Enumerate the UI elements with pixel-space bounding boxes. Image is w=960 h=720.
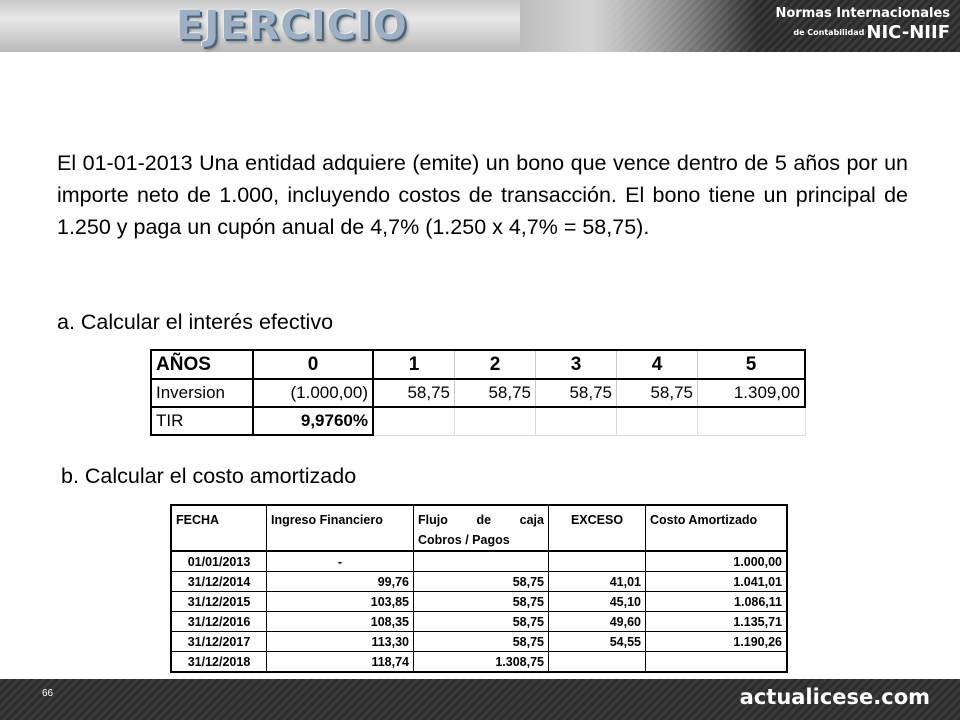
- header-flujo: [414, 505, 549, 551]
- flujo-line2: Cobros / Pagos: [418, 533, 510, 547]
- exceso-cell: [549, 551, 646, 572]
- year-cell: 0: [253, 350, 373, 379]
- question-a: a. Calcular el interés efectivo: [57, 310, 334, 334]
- table-row: [151, 350, 805, 379]
- costo-cell: 1.190,26: [646, 632, 788, 652]
- ingreso-cell: 99,76: [267, 572, 414, 592]
- tir-value: 9,9760%: [253, 407, 373, 435]
- flujo-word: Flujo: [418, 513, 448, 527]
- table-row: [151, 379, 805, 407]
- brand-code: NIC-NIIF: [866, 22, 950, 43]
- exceso-cell: 49,60: [549, 612, 646, 632]
- table-row: [171, 592, 787, 612]
- ingreso-cell: 103,85: [267, 592, 414, 612]
- footer-brand: actualicese.com: [739, 685, 930, 709]
- exceso-cell: 41,01: [549, 572, 646, 592]
- year-cell: 1: [373, 350, 455, 379]
- flujo-cell: [414, 551, 549, 572]
- fecha-cell: 31/12/2015: [171, 592, 267, 612]
- brand-line1: Normas Internacionales: [775, 6, 950, 21]
- fecha-cell: 31/12/2016: [171, 612, 267, 632]
- exceso-cell: 54,55: [549, 632, 646, 652]
- ingreso-cell: 108,35: [267, 612, 414, 632]
- exceso-cell: [549, 652, 646, 673]
- costo-cell: 1.086,11: [646, 592, 788, 612]
- flujo-cell: 1.308,75: [414, 652, 549, 673]
- flujo-cell: 58,75: [414, 632, 549, 652]
- table-row: [171, 652, 787, 673]
- empty-cell: [698, 407, 806, 435]
- costo-cell: 1.000,00: [646, 551, 788, 572]
- table-row: [171, 632, 787, 652]
- year-cell: 2: [455, 350, 536, 379]
- year-cell: 3: [536, 350, 617, 379]
- flujo-cell: 58,75: [414, 592, 549, 612]
- header-fecha: FECHA: [171, 505, 267, 551]
- inversion-label: Inversion: [151, 379, 253, 407]
- flujo-word: de: [476, 513, 492, 527]
- table-row: [171, 551, 787, 572]
- fecha-cell: 01/01/2013: [171, 551, 267, 572]
- fecha-cell: 31/12/2017: [171, 632, 267, 652]
- brand-line2: [776, 22, 951, 44]
- page-number: 66: [42, 688, 54, 699]
- header-costo: Costo Amortizado: [646, 505, 788, 551]
- table-row: [171, 612, 787, 632]
- inversion-cell: (1.000,00): [253, 379, 373, 407]
- amortized-cost-table: [170, 504, 788, 673]
- inversion-cell: 58,75: [455, 379, 536, 407]
- flujo-cell: 58,75: [414, 572, 549, 592]
- inversion-cell: 58,75: [617, 379, 698, 407]
- ingreso-cell: 113,30: [267, 632, 414, 652]
- empty-cell: [455, 407, 536, 435]
- costo-cell: [646, 652, 788, 673]
- inversion-cell: 1.309,00: [698, 379, 806, 407]
- table-header-row: [171, 505, 787, 551]
- empty-cell: [617, 407, 698, 435]
- table-row: [171, 572, 787, 592]
- years-header: AÑOS: [151, 350, 253, 379]
- flujo-line1: [418, 510, 544, 530]
- tir-label: TIR: [151, 407, 253, 435]
- ingreso-cell: 118,74: [267, 652, 414, 673]
- footer-bar: [0, 679, 960, 720]
- empty-cell: [536, 407, 617, 435]
- question-b: b. Calcular el costo amortizado: [61, 464, 357, 488]
- inversion-cell: 58,75: [373, 379, 455, 407]
- brand-small: de Contabilidad: [793, 28, 865, 37]
- year-cell: 4: [617, 350, 698, 379]
- inversion-cell: 58,75: [536, 379, 617, 407]
- tir-table: [150, 349, 806, 436]
- header-exceso: EXCESO: [549, 505, 646, 551]
- ingreso-cell: -: [267, 551, 414, 572]
- header-ingreso: Ingreso Financiero: [267, 505, 414, 551]
- costo-cell: 1.041,01: [646, 572, 788, 592]
- fecha-cell: 31/12/2014: [171, 572, 267, 592]
- fecha-cell: 31/12/2018: [171, 652, 267, 673]
- costo-cell: 1.135,71: [646, 612, 788, 632]
- empty-cell: [373, 407, 455, 435]
- table-row: [151, 407, 805, 435]
- flujo-cell: 58,75: [414, 612, 549, 632]
- exceso-cell: 45,10: [549, 592, 646, 612]
- flujo-word: caja: [519, 513, 544, 527]
- header-banner: [0, 0, 960, 52]
- year-cell: 5: [698, 350, 806, 379]
- niif-brand: [776, 6, 951, 44]
- slide-title: EJERCICIO: [176, 3, 408, 49]
- exercise-statement: El 01-01-2013 Una entidad adquiere (emite) un bono que vence dentro de 5 años por un importe neto de 1.000, incluyendo costos de transacción. El bono tiene un principal de 1.250 y paga un cupón anual de 4,7% (1.250 x 4,7% = 58,75).: [57, 151, 908, 239]
